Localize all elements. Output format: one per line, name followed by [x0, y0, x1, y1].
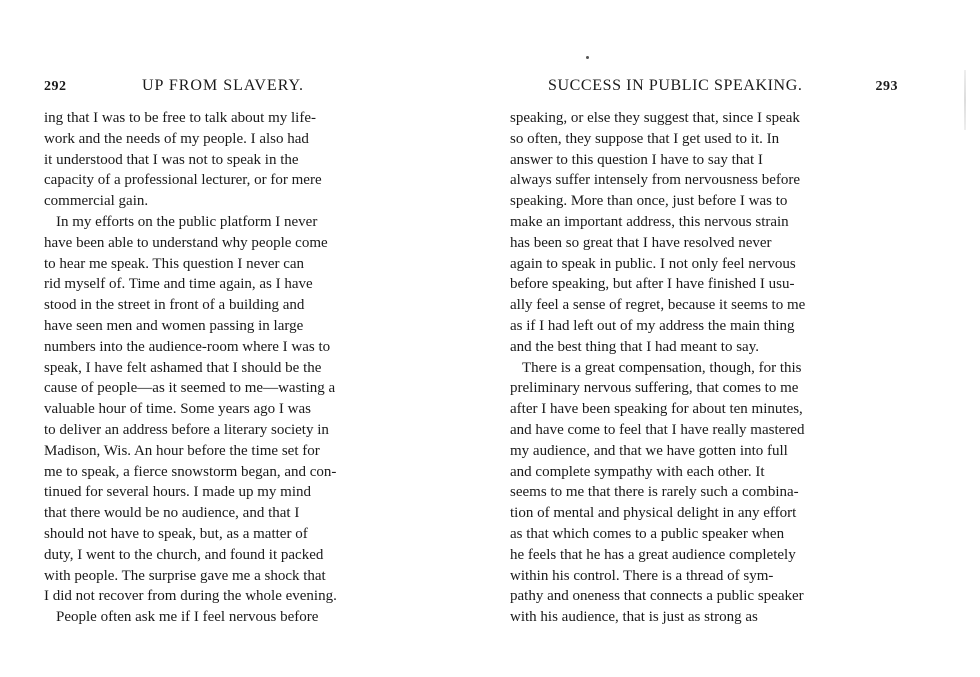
text-line: cause of people—as it seemed to me—wasting a — [44, 380, 336, 397]
left-running-head: UP FROM SLAVERY. — [142, 77, 304, 94]
text-line: I did not recover from during the whole evening. — [44, 588, 337, 605]
text-line: after I have been speaking for about ten minutes, — [510, 401, 803, 418]
text-line: In my efforts on the public platform I never — [56, 213, 318, 230]
text-line: stood in the street in front of a building and — [44, 297, 305, 314]
text-line: should not have to speak, but, as a matter of — [44, 525, 308, 542]
right-page-number: 293 — [875, 79, 898, 94]
text-line: work and the needs of my people. I also had — [44, 130, 309, 147]
text-line: People often ask me if I feel nervous before — [56, 609, 319, 626]
text-line: have been able to understand why people come — [44, 234, 328, 251]
text-line: commercial gain. — [44, 193, 149, 210]
text-line: Madison, Wis. An hour before the time set for — [44, 442, 320, 459]
text-line: so often, they suppose that I get used to it. In — [510, 130, 780, 147]
text-line: it understood that I was not to speak in the — [44, 151, 299, 168]
print-speck — [586, 56, 589, 59]
text-line: my audience, and that we have gotten into full — [510, 442, 788, 459]
right-body-text — [510, 108, 898, 628]
text-line: ing that I was to be free to talk about my life- — [44, 110, 316, 126]
left-page-number: 292 — [44, 79, 67, 94]
text-line: to hear me speak. This question I never can — [44, 255, 305, 272]
text-line: numbers into the audience-room where I was to — [44, 338, 331, 355]
text-line: to deliver an address before a literary society in — [44, 421, 329, 438]
text-line: as that which comes to a public speaker when — [510, 525, 785, 542]
text-line: he feels that he has a great audience completely — [510, 546, 796, 563]
text-line: speaking, or else they suggest that, since I speak — [510, 110, 800, 126]
text-line: preliminary nervous suffering, that comes to me — [510, 380, 799, 397]
text-line: speak, I have felt ashamed that I should be the — [44, 359, 322, 376]
right-page-header — [510, 77, 898, 97]
text-line: make an important address, this nervous strain — [510, 213, 789, 230]
left-page-header — [44, 77, 448, 97]
text-line: as if I had left out of my address the main thing — [510, 317, 795, 334]
text-line: duty, I went to the church, and found it packed — [44, 546, 324, 563]
text-line: seems to me that there is rarely such a combina- — [510, 484, 799, 501]
page-edge-shadow — [964, 70, 966, 130]
text-line: valuable hour of time. Some years ago I was — [44, 401, 312, 418]
text-line: and complete sympathy with each other. It — [510, 463, 765, 480]
text-line: There is a great compensation, though, for this — [522, 359, 802, 376]
text-line: speaking. More than once, just before I was to — [510, 193, 788, 210]
left-body-text — [44, 108, 448, 628]
text-line: tion of mental and physical delight in any effort — [510, 505, 797, 522]
text-line: me to speak, a fierce snowstorm began, and con- — [44, 463, 337, 480]
text-line: within his control. There is a thread of sym- — [510, 567, 774, 584]
text-line: has been so great that I have resolved never — [510, 234, 772, 251]
text-line: with people. The surprise gave me a shock that — [44, 567, 326, 584]
text-line: pathy and oneness that connects a public speaker — [510, 588, 804, 605]
text-line: rid myself of. Time and time again, as I have — [44, 276, 313, 293]
right-running-head: SUCCESS IN PUBLIC SPEAKING. — [548, 77, 803, 94]
text-line: that there would be no audience, and that I — [44, 505, 300, 522]
text-line: answer to this question I have to say that I — [510, 151, 763, 168]
text-line: before speaking, but after I have finished I usu- — [510, 276, 795, 293]
text-line: ally feel a sense of regret, because it seems to me — [510, 297, 806, 314]
text-line: with his audience, that is just as strong as — [510, 609, 758, 626]
text-line: have seen men and women passing in large — [44, 317, 304, 334]
text-line: and have come to feel that I have really mastered — [510, 421, 805, 438]
text-line: always suffer intensely from nervousness before — [510, 172, 801, 189]
text-line: again to speak in public. I not only feel nervous — [510, 255, 796, 272]
text-line: and the best thing that I had meant to say. — [510, 338, 759, 355]
text-line: tinued for several hours. I made up my mind — [44, 484, 312, 501]
text-line: capacity of a professional lecturer, or for mere — [44, 172, 322, 189]
